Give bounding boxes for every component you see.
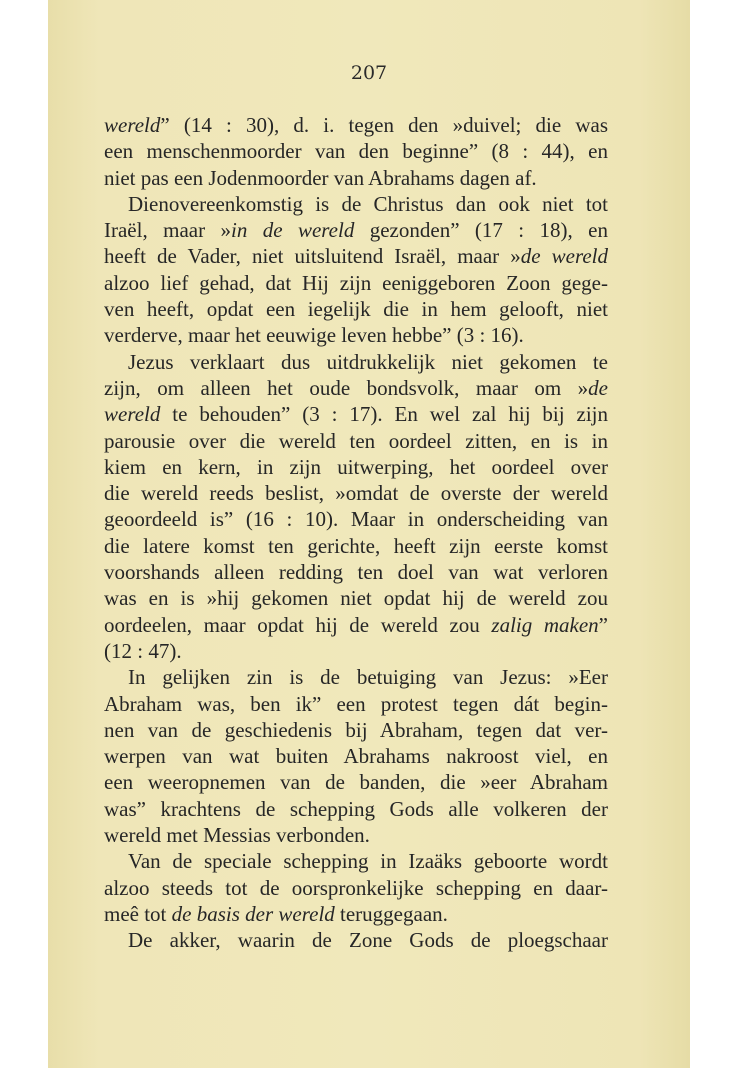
text-line (104, 506, 608, 532)
text-span: die latere komst ten gerichte, heeft zijn eerste komst (104, 533, 608, 558)
text-line (104, 927, 608, 953)
text-span: heeft de Vader, niet uitsluitend Israël, maar » (104, 244, 521, 269)
text-span: ” (14 : 30), d. i. tegen den »duivel; die was (160, 113, 608, 137)
text-line (104, 901, 608, 927)
text-span: ven heeft, opdat een iegelijk die in hem gelooft, niet (104, 297, 608, 322)
text-line (104, 769, 608, 795)
text-line (104, 717, 608, 743)
page-number: 207 (350, 62, 388, 84)
text-span: geoordeeld is” (16 : 10). Maar in onderscheiding van (104, 507, 608, 532)
text-line (104, 349, 608, 375)
text-span: was” krachtens de schepping Gods alle volkeren der (104, 796, 608, 821)
text-line (104, 454, 608, 480)
text-line (104, 559, 608, 585)
text-span: (12 : 47). (104, 638, 182, 663)
text-span: teruggegaan. (334, 901, 448, 926)
text-span: oordeelen, maar opdat hij de wereld zou (104, 612, 492, 637)
text-line (104, 191, 608, 217)
text-line (104, 375, 608, 401)
text-line (104, 243, 608, 269)
text-span: voorshands alleen redding ten doel van wat verloren (104, 560, 608, 585)
text-span: In gelijken zin is de betuiging van Jezus: »Eer (128, 665, 608, 690)
text-span: De akker, waarin de Zone Gods de ploegschaar (128, 928, 608, 953)
italic-text: de basis der wereld (171, 901, 335, 926)
text-span: parousie over die wereld ten oordeel zitten, en is in (104, 428, 608, 453)
text-span: alzoo lief gehad, dat Hij zijn eeniggeboren Zoon gege- (104, 270, 608, 295)
text-span: gezonden” (17 : 18), en (354, 218, 608, 243)
text-span: werpen van wat buiten Abrahams nakroost viel, en (104, 744, 608, 769)
text-line (104, 217, 608, 243)
italic-text: de (588, 375, 608, 400)
body-text (104, 112, 608, 954)
text-span: wereld met Messias verbonden. (104, 823, 370, 848)
text-line (104, 322, 608, 348)
text-line (104, 743, 608, 769)
text-line (104, 664, 608, 690)
text-line (104, 585, 608, 611)
text-line (104, 848, 608, 874)
text-span: ” (598, 612, 608, 637)
italic-text: zalig maken (491, 612, 599, 637)
text-line (104, 691, 608, 717)
text-span: die wereld reeds beslist, »omdat de overste der wereld (104, 481, 608, 506)
text-span: een weeropnemen van de banden, die »eer Abraham (104, 770, 608, 795)
text-line (104, 138, 608, 164)
text-line (104, 112, 608, 138)
italic-text: de wereld (520, 244, 608, 269)
italic-text: in de wereld (230, 218, 355, 243)
text-line (104, 428, 608, 454)
text-span: Iraël, maar » (104, 218, 231, 243)
text-span: meê tot (104, 901, 172, 926)
text-line (104, 270, 608, 296)
text-line (104, 875, 608, 901)
text-span: Dienovereenkomstig is de Christus dan ook niet tot (128, 191, 608, 216)
italic-text: wereld (104, 402, 161, 427)
text-line (104, 822, 608, 848)
text-line (104, 612, 608, 638)
italic-text: wereld (104, 113, 161, 137)
text-line (104, 796, 608, 822)
text-span: kiem en kern, in zijn uitwerping, het oordeel over (104, 454, 608, 479)
text-span: Abraham was, ben ik” een protest tegen dát begin- (104, 691, 608, 716)
text-line (104, 296, 608, 322)
text-span: te behouden” (3 : 17). En wel zal hij bij zijn (160, 402, 608, 427)
text-span: Van de speciale schepping in Izaäks geboorte wordt (128, 849, 608, 874)
book-page (48, 0, 690, 1068)
text-span: zijn, om alleen het oude bondsvolk, maar om » (104, 375, 589, 400)
text-line (104, 165, 608, 191)
text-line (104, 533, 608, 559)
text-span: Jezus verklaart dus uitdrukkelijk niet gekomen te (128, 349, 608, 374)
text-line (104, 480, 608, 506)
text-span: niet pas een Jodenmoorder van Abrahams dagen af. (104, 165, 537, 190)
text-span: was en is »hij gekomen niet opdat hij de wereld zou (104, 586, 608, 611)
text-span: verderve, maar het eeuwige leven hebbe” (3 : 16). (104, 323, 524, 348)
text-span: een menschenmoorder van den beginne” (8 : 44), en (104, 139, 608, 164)
text-line (104, 401, 608, 427)
text-line (104, 638, 608, 664)
text-span: nen van de geschiedenis bij Abraham, tegen dat ver- (104, 717, 608, 742)
text-span: alzoo steeds tot de oorspronkelijke schepping en daar- (104, 875, 608, 900)
